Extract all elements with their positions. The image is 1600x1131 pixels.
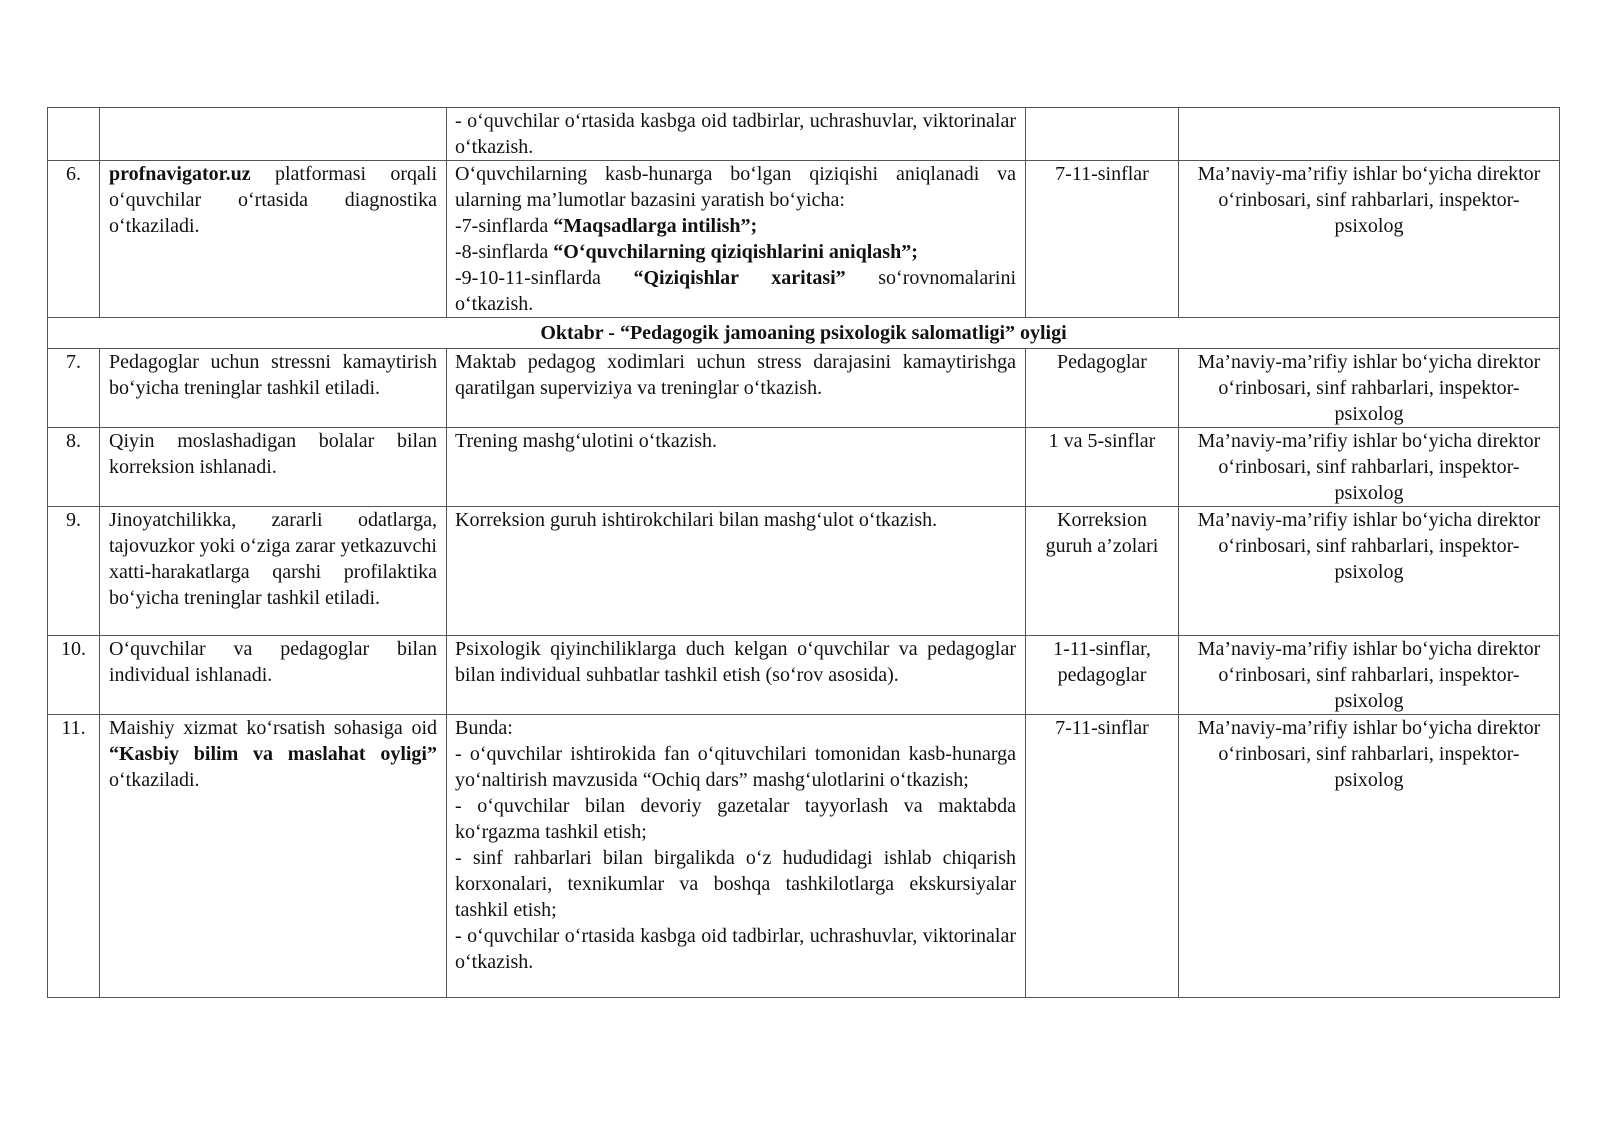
description-line — [455, 215, 757, 237]
task-text: Qiyin moslashadigan bolalar bilan korreksion ishlanadi. — [109, 430, 437, 478]
responsible-cell — [1179, 428, 1560, 507]
target-text: 1-11-sinflar, pedagoglar — [1053, 638, 1151, 686]
description-text: - o‘quvchilar o‘rtasida kasbga oid tadbirlar, uchrashuvlar, viktorinalar o‘tkazish. — [455, 110, 1016, 158]
task-text: platformasi orqali o‘quvchilar o‘rtasida diagnostika o‘tkaziladi. — [109, 163, 437, 237]
task-cell — [100, 636, 447, 715]
target-cell — [1026, 428, 1179, 507]
survey-name: “Maqsadlarga intilish”; — [553, 215, 758, 237]
row-number-cell — [48, 507, 100, 636]
target-text: Pedagoglar — [1057, 351, 1147, 373]
target-text: Korreksion guruh a’zolari — [1045, 509, 1159, 557]
row-number: 10. — [61, 638, 86, 660]
table-row — [48, 108, 1560, 161]
responsible-cell — [1179, 108, 1560, 161]
section-header-cell — [48, 318, 1560, 349]
task-text: Pedagoglar uchun stressni kamaytirish bo‘yicha treninglar tashkil etiladi. — [109, 351, 437, 399]
description-item: - o‘quvchilar o‘rtasida kasbga oid tadbirlar, uchrashuvlar, viktorinalar o‘tkazish. — [455, 925, 1016, 973]
description-text: Psixologik qiyinchiliklarga duch kelgan o‘quvchilar va pedagoglar bilan individual suhbatlar tashkil etish (so‘rov asosida). — [455, 638, 1016, 686]
task-cell — [100, 507, 447, 636]
task-cell — [100, 161, 447, 318]
description-text: Maktab pedagog xodimlari uchun stress darajasini kamaytirishga qaratilgan superviziya va treninglar o‘tkazish. — [455, 351, 1016, 399]
row-number-cell — [48, 108, 100, 161]
table-row — [48, 428, 1560, 507]
section-header-row — [48, 318, 1560, 349]
responsible-cell — [1179, 715, 1560, 998]
platform-name: profnavigator.uz — [109, 163, 251, 185]
task-cell — [100, 349, 447, 428]
description-cell — [447, 161, 1026, 318]
row-number: 9. — [66, 509, 81, 531]
event-name: “Kasbiy bilim va maslahat oyligi” — [109, 743, 437, 765]
responsible-text: Ma’naviy-ma’rifiy ishlar bo‘yicha direktor o‘rinbosari, sinf rahbarlari, inspektor-psixolog — [1197, 717, 1541, 791]
line-prefix: -8-sinflarda — [455, 241, 554, 263]
line-prefix: -7-sinflarda — [455, 215, 554, 237]
description-line — [455, 267, 1016, 315]
description-item: - o‘quvchilar ishtirokida fan o‘qituvchilari tomonidan kasb-hunarga yo‘naltirish mavzusida “Ochiq dars” mashg‘ulotlarini o‘tkazish; — [455, 743, 1016, 791]
target-cell — [1026, 108, 1179, 161]
row-number: 6. — [66, 163, 81, 185]
row-number-cell — [48, 636, 100, 715]
description-cell — [447, 108, 1026, 161]
description-item: - o‘quvchilar bilan devoriy gazetalar tayyorlash va maktabda ko‘rgazma tashkil etish; — [455, 795, 1016, 843]
responsible-text: Ma’naviy-ma’rifiy ishlar bo‘yicha direktor o‘rinbosari, sinf rahbarlari, inspektor-psixolog — [1197, 430, 1541, 504]
target-text: 7-11-sinflar — [1055, 717, 1149, 739]
row-number: 7. — [66, 351, 81, 373]
line-suffix: so‘rovnomalarini o‘tkazish. — [455, 267, 1016, 315]
responsible-cell — [1179, 636, 1560, 715]
responsible-text: Ma’naviy-ma’rifiy ishlar bo‘yicha direktor o‘rinbosari, sinf rahbarlari, inspektor-psixolog — [1197, 638, 1541, 712]
description-text: Korreksion guruh ishtirokchilari bilan mashg‘ulot o‘tkazish. — [455, 509, 938, 531]
description-intro: Bunda: — [455, 717, 513, 739]
description-intro: O‘quvchilarning kasb-hunarga bo‘lgan qiziqishi aniqlanadi va ularning ma’lumotlar bazasini yaratish bo‘yicha: — [455, 163, 1016, 211]
line-prefix: -9-10-11-sinflarda — [455, 267, 634, 289]
target-cell — [1026, 715, 1179, 998]
table-row — [48, 636, 1560, 715]
description-cell — [447, 428, 1026, 507]
responsible-cell — [1179, 161, 1560, 318]
description-cell — [447, 636, 1026, 715]
responsible-cell — [1179, 507, 1560, 636]
target-cell — [1026, 349, 1179, 428]
table-row — [48, 349, 1560, 428]
task-cell — [100, 108, 447, 161]
target-cell — [1026, 161, 1179, 318]
plan-table — [47, 107, 1560, 998]
description-cell — [447, 715, 1026, 998]
row-number: 8. — [66, 430, 81, 452]
responsible-text: Ma’naviy-ma’rifiy ishlar bo‘yicha direktor o‘rinbosari, sinf rahbarlari, inspektor-psixolog — [1197, 509, 1541, 583]
survey-name: “Qiziqishlar xaritasi” — [633, 267, 846, 289]
row-number: 11. — [61, 717, 86, 739]
description-item: - sinf rahbarlari bilan birgalikda o‘z hududidagi ishlab chiqarish korxonalari, texnikumlar va boshqa tashkilotlarga ekskursiyalar tashkil etish; — [455, 847, 1016, 921]
row-number-cell — [48, 715, 100, 998]
task-text-end: o‘tkaziladi. — [109, 769, 200, 791]
task-text: Jinoyatchilikka, zararli odatlarga, tajovuzkor yoki o‘ziga zarar yetkazuvchi xatti-harakatlarga qarshi profilaktika bo‘yicha treninglar tashkil etiladi. — [109, 509, 437, 609]
target-text: 1 va 5-sinflar — [1048, 430, 1156, 452]
table-row — [48, 161, 1560, 318]
row-number-cell — [48, 161, 100, 318]
description-text: Trening mashg‘ulotini o‘tkazish. — [455, 430, 718, 452]
table-row — [48, 715, 1560, 998]
description-line — [455, 241, 918, 263]
document-page — [47, 107, 1559, 998]
task-cell — [100, 715, 447, 998]
task-text: Maishiy xizmat ko‘rsatish sohasiga oid — [109, 717, 437, 739]
target-cell — [1026, 636, 1179, 715]
section-title: Oktabr - “Pedagogik jamoaning psixologik salomatligi” oyligi — [540, 322, 1067, 344]
description-cell — [447, 507, 1026, 636]
responsible-text: Ma’naviy-ma’rifiy ishlar bo‘yicha direktor o‘rinbosari, sinf rahbarlari, inspektor-psixolog — [1197, 351, 1541, 425]
target-text: 7-11-sinflar — [1055, 163, 1149, 185]
task-text: O‘quvchilar va pedagoglar bilan individual ishlanadi. — [109, 638, 437, 686]
row-number-cell — [48, 349, 100, 428]
row-number-cell — [48, 428, 100, 507]
responsible-text: Ma’naviy-ma’rifiy ishlar bo‘yicha direktor o‘rinbosari, sinf rahbarlari, inspektor-psixolog — [1197, 163, 1541, 237]
description-cell — [447, 349, 1026, 428]
target-cell — [1026, 507, 1179, 636]
survey-name: “O‘quvchilarning qiziqishlarini aniqlash”; — [553, 241, 918, 263]
task-cell — [100, 428, 447, 507]
responsible-cell — [1179, 349, 1560, 428]
table-row — [48, 507, 1560, 636]
